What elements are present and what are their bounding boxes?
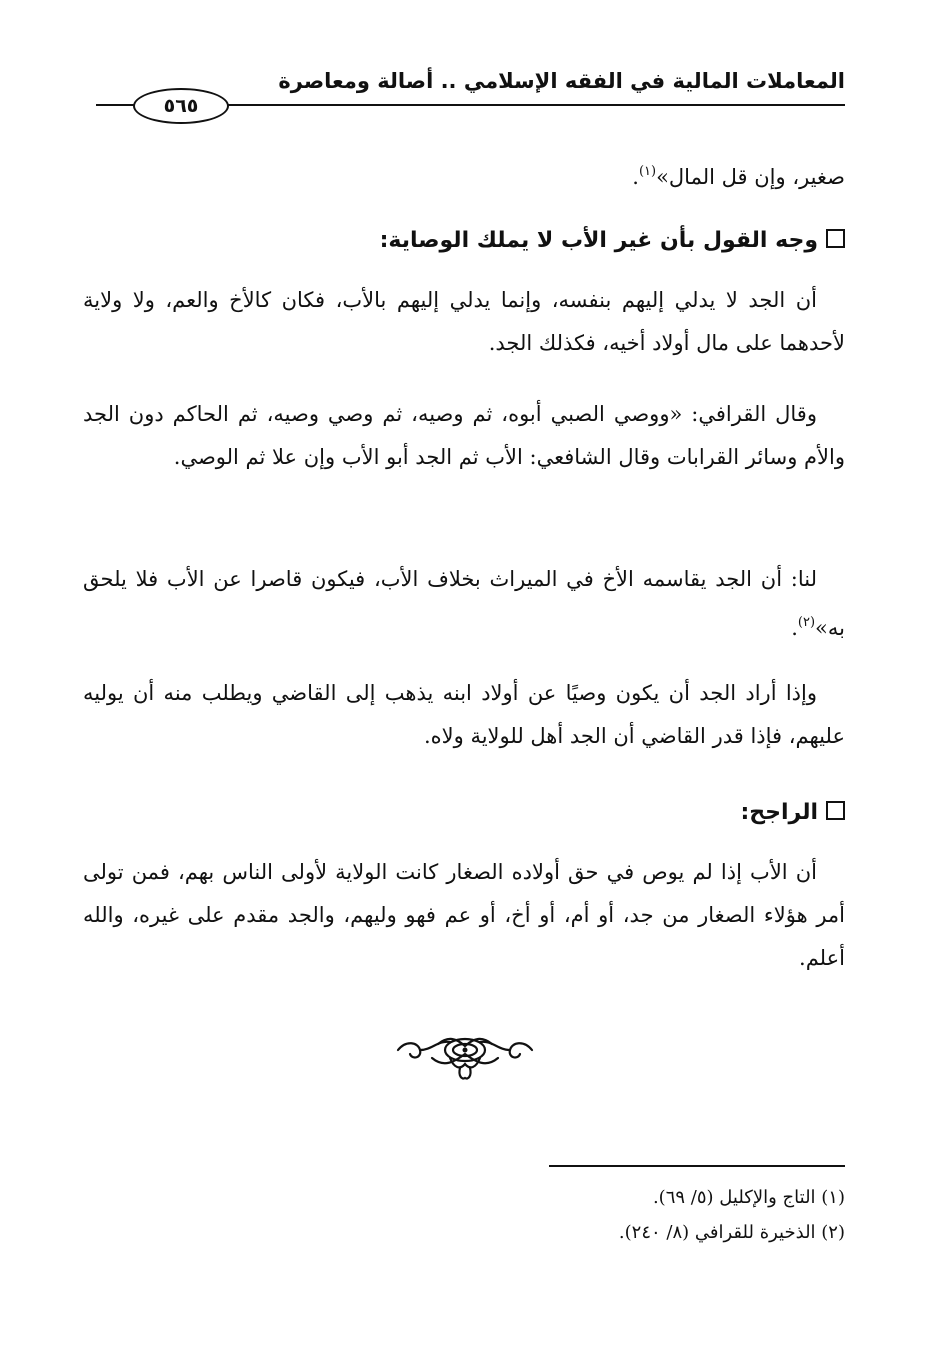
paragraph-our-view: لنا: أن الجد يقاسمه الأخ في الميراث بخلاف الأب، فيكون قاصرا عن الأب فلا يلحق به»$^{(٢)}$. — [83, 567, 845, 640]
section-heading-preferred — [83, 796, 845, 830]
footnote-ref-2[interactable]: (٢) — [797, 615, 816, 630]
paragraph-conclusion: أن الأب إذا لم يوص في حق أولاده الصغار كانت الولاية لأولى الناس بهم، فمن تولى أمر هؤلاء الصغار من جد، أو أم، أو أخ، أو عم فهو وليهم، والجد مقدم على غيره، والله أعلم. — [83, 860, 845, 970]
page-number: ٥٦٥ — [133, 88, 229, 124]
continuation-paragraph: صغير، وإن قل المال»$^{(١)}$. — [632, 164, 845, 189]
footnote-rule — [549, 1165, 845, 1167]
checkbox-icon — [826, 801, 845, 820]
paragraph-qarafi-quote: وقال القرافي: «ووصي الصبي أبوه، ثم وصيه، ثم وصي وصيه، ثم الحاكم دون الجد والأم وسائر القرابات وقال الشافعي: الأب ثم الجد أبو الأب وإن علا ثم الوصي. — [83, 402, 845, 469]
footnote-2: (٢) الذخيرة للقرافي (٨/ ٢٤٠). — [618, 1222, 845, 1243]
paragraph-judge-appointment: وإذا أراد الجد أن يكون وصيًا عن أولاد ابنه يذهب إلى القاضي ويطلب منه أن يوليه عليهم، فإذا قدر القاضي أن الجد أهل للولاية ولاه. — [83, 681, 845, 748]
continuation-text: صغير، وإن قل المال» — [656, 165, 845, 189]
ornament-icon — [392, 1028, 538, 1088]
footnote-ref-1[interactable]: (١) — [638, 164, 657, 179]
checkbox-icon — [826, 229, 845, 248]
our-view-text: لنا: أن الجد يقاسمه الأخ في الميراث بخلاف الأب، فيكون قاصرا عن الأب فلا يلحق به» — [83, 567, 845, 640]
footnote-1: (١) التاج والإكليل (٥/ ٦٩). — [652, 1187, 845, 1208]
section-heading-text: الراجح: — [740, 800, 818, 825]
section-heading-guardianship — [83, 224, 845, 258]
running-header-title: المعاملات المالية في الفقه الإسلامي .. أصالة ومعاصرة — [278, 69, 845, 93]
paragraph-grandfather-relation: أن الجد لا يدلي إليهم بنفسه، وإنما يدلي إليهم بالأب، فكان كالأخ والعم، ولا ولاية لأحدهما على مال أولاد أخيه، فكذلك الجد. — [83, 288, 845, 355]
section-heading-text: وجه القول بأن غير الأب لا يملك الوصاية: — [379, 228, 818, 253]
